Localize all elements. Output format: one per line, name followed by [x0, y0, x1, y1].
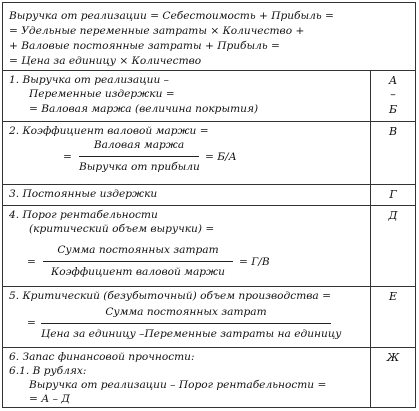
row4-result: = Г/В — [239, 256, 270, 268]
table-row-4 — [3, 205, 415, 286]
table-row-2 — [3, 121, 415, 184]
row5-fraction-bar — [41, 323, 331, 324]
header-line-4: = Цена за единицу × Количество — [9, 55, 202, 67]
row4-line-1: 4. Порог рентабельности — [9, 209, 158, 221]
row2-equals: = — [63, 151, 72, 163]
row1-mark-b: Б — [388, 103, 398, 116]
row5-mark-cell — [370, 287, 415, 347]
row2-mark-cell — [370, 122, 415, 184]
table-row-5 — [3, 286, 415, 347]
row1-mark-sep: – — [390, 88, 396, 101]
table-row-6 — [3, 347, 415, 407]
row6-line-1: 6. Запас финансовой прочности: — [9, 351, 195, 363]
row6-mark-cell — [370, 348, 415, 407]
row4-fraction-bar — [43, 261, 233, 262]
row3-mark: Г — [389, 188, 397, 201]
row1-mark-cell — [370, 71, 415, 121]
row6-line-3: Выручка от реализации – Порог рентабельности = — [29, 379, 327, 391]
row4-line-2: (критический объем выручки) = — [29, 223, 215, 235]
row2-denominator: Выручка от прибыли — [79, 161, 200, 173]
row5-title: 5. Критический (безубыточный) объем производства = — [9, 290, 331, 302]
row5-mark: Е — [388, 290, 398, 303]
row5-equals: = — [27, 317, 36, 329]
row2-result: = Б/А — [205, 151, 237, 163]
row4-mark: Д — [388, 209, 398, 222]
table-row-3 — [3, 184, 415, 205]
row2-title: 2. Коэффициент валовой маржи = — [9, 125, 209, 137]
row2-fraction-bar — [79, 156, 199, 157]
row2-numerator: Валовая маржа — [93, 139, 185, 151]
header-line-3: + Валовые постоянные затраты + Прибыль = — [9, 40, 280, 52]
row3-title: 3. Постоянные издержки — [9, 188, 158, 200]
row3-mark-cell — [370, 185, 415, 205]
row4-denominator: Коэффициент валовой маржи — [51, 266, 225, 278]
row2-mark: В — [388, 125, 398, 138]
row5-denominator: Цена за единицу –Переменные затраты на единицу — [41, 328, 342, 340]
row1-line-1: 1. Выручка от реализации – — [9, 74, 169, 86]
header-line-1: Выручка от реализации = Себестоимость + Прибыль = — [9, 10, 334, 22]
row6-line-2: 6.1. В рублях: — [9, 365, 87, 377]
row1-mark-a: А — [388, 74, 398, 87]
row6-line-4: = А – Д — [29, 393, 70, 405]
row5-numerator: Сумма постоянных затрат — [105, 306, 267, 318]
row1-line-3: = Валовая маржа (величина покрытия) — [29, 103, 259, 115]
table-row-1 — [3, 70, 415, 121]
row4-equals: = — [27, 256, 36, 268]
header-line-2: = Удельные переменные затраты × Количество + — [9, 25, 305, 37]
row1-line-2: Переменные издержки = — [29, 88, 175, 100]
formula-table — [2, 2, 416, 408]
row6-mark: Ж — [386, 351, 400, 364]
row4-numerator: Сумма постоянных затрат — [57, 244, 219, 256]
row4-mark-cell — [370, 206, 415, 286]
